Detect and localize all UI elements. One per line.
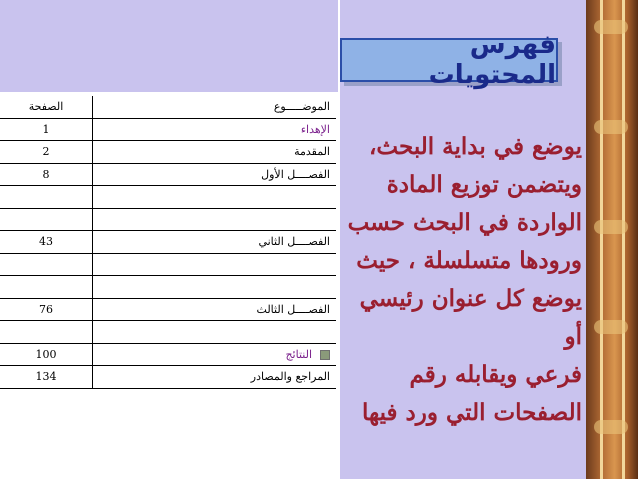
toc-header-row (0, 96, 336, 118)
bar-ornament (594, 220, 628, 234)
toc-row-page: 76 (0, 298, 93, 321)
toc-table (0, 96, 336, 389)
toc-row-page (0, 321, 93, 344)
toc-row-topic-text: المراجع والمصادر (250, 370, 330, 384)
toc-row (0, 343, 336, 366)
toc-row-topic-text: الفصــــل الأول (261, 167, 330, 181)
toc-row-topic-text: الفصــــل الثاني (258, 235, 330, 249)
toc-row-topic (93, 163, 337, 186)
title-box (340, 30, 558, 90)
paragraph-line: الصفحات التي ورد فيها (361, 399, 582, 426)
toc-row-page: 43 (0, 231, 93, 254)
toc-row-page: 1 (0, 118, 93, 141)
toc-row (0, 208, 336, 231)
toc-row-page: 100 (0, 343, 93, 366)
toc-row-page: 134 (0, 366, 93, 389)
toc-row-topic (93, 118, 337, 141)
toc-header-topic: الموضـــــوع (93, 96, 337, 118)
toc-row-page: 2 (0, 141, 93, 164)
paragraph-line: يوضع في بداية البحث، (368, 133, 582, 160)
toc-row (0, 298, 336, 321)
toc-row (0, 253, 336, 276)
paragraph-line: فرعي ويقابله رقم (409, 361, 582, 388)
bar-ornament (594, 320, 628, 334)
toc-row (0, 366, 336, 389)
toc-row-topic (93, 231, 337, 254)
paragraph-line: يوضع كل عنوان رئيسي أو (359, 285, 582, 350)
toc-row (0, 186, 336, 209)
slide-title: فهرس المحتويات (428, 30, 556, 90)
toc-row (0, 118, 336, 141)
toc-row-page (0, 276, 93, 299)
toc-row (0, 231, 336, 254)
toc-header-page: الصفحة (0, 96, 93, 118)
toc-row-topic-text: النتائج (285, 347, 312, 361)
toc-row-topic-text: الإهداء (300, 122, 330, 136)
bar-stripe (600, 0, 603, 479)
toc-row-topic (93, 253, 337, 276)
bar-ornament (594, 20, 628, 34)
bar-ornament (594, 420, 628, 434)
toc-row-page (0, 186, 93, 209)
toc-row-topic (93, 141, 337, 164)
toc-row-topic (93, 208, 337, 231)
toc-row-page (0, 208, 93, 231)
paragraph-line: ورودها متسلسلة ، حيث (356, 247, 582, 274)
square-bullet-icon (320, 350, 330, 360)
toc-row-topic (93, 321, 337, 344)
paragraph-line: الواردة في البحث حسب (347, 209, 582, 236)
toc-row (0, 163, 336, 186)
toc-row-topic-text: المقدمة (294, 145, 330, 159)
toc-row-topic (93, 186, 337, 209)
toc-row-topic (93, 343, 337, 366)
toc-row-page: 8 (0, 163, 93, 186)
toc-row-topic (93, 298, 337, 321)
toc-row-topic-text: الفصــــل الثالث (256, 302, 330, 316)
paragraph-line: ويتضمن توزيع المادة (386, 171, 582, 198)
toc-row (0, 276, 336, 299)
bar-stripe (622, 0, 625, 479)
description-paragraph (346, 128, 582, 432)
decorative-side-bar (586, 0, 638, 479)
toc-row (0, 141, 336, 164)
bar-ornament (594, 120, 628, 134)
toc-row-topic (93, 276, 337, 299)
toc-row-topic (93, 366, 337, 389)
toc-row-page (0, 253, 93, 276)
toc-row (0, 321, 336, 344)
panel-top-band (0, 0, 340, 92)
